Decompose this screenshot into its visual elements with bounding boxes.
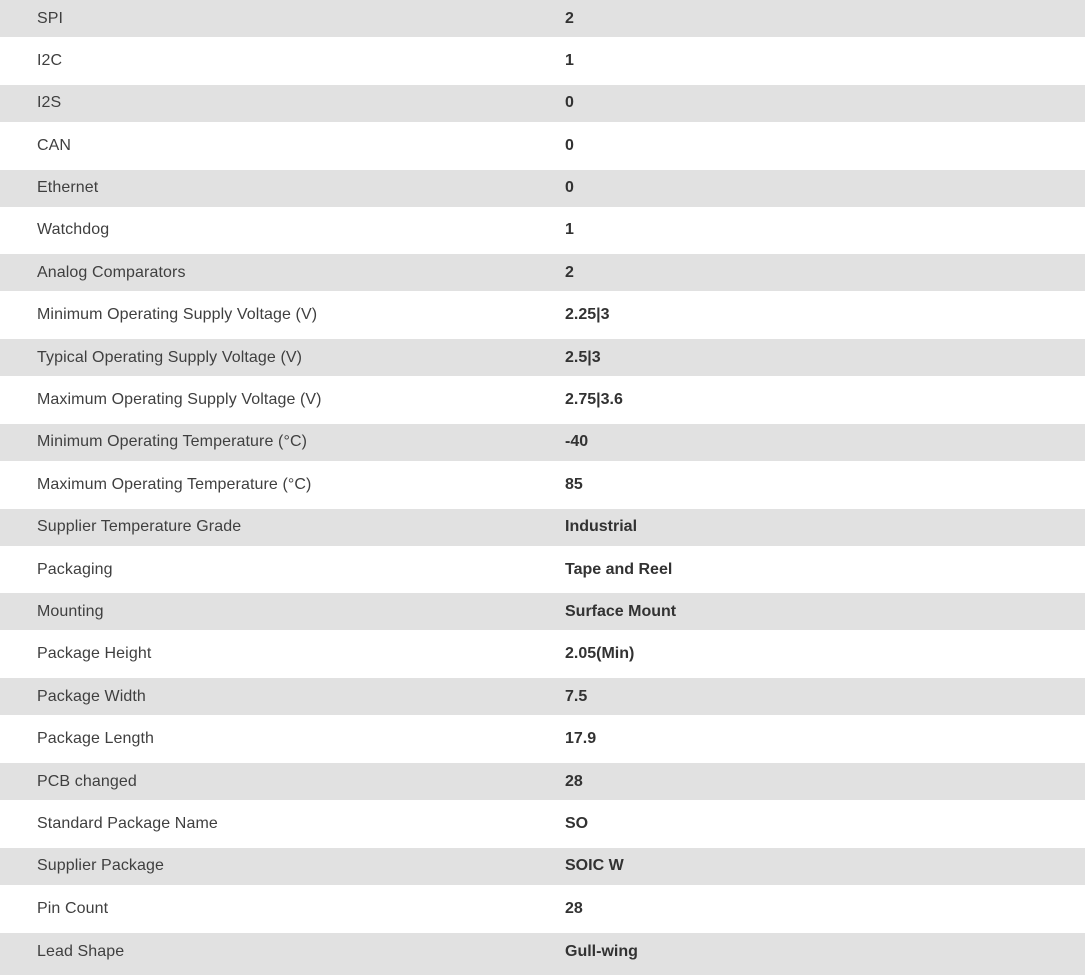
spec-attribute-value: 0	[565, 136, 574, 154]
spec-row	[0, 678, 1085, 715]
spec-attribute-value: 28	[565, 899, 583, 917]
spec-attribute-label: Maximum Operating Supply Voltage (V)	[37, 391, 322, 409]
spec-row	[0, 424, 1085, 461]
spec-attribute-value: SO	[565, 814, 589, 832]
spec-attribute-value: 17.9	[565, 730, 597, 748]
spec-attribute-value: 2.75|3.6	[565, 391, 623, 409]
spec-attribute-value: Industrial	[565, 518, 638, 536]
spec-attribute-value: 0	[565, 179, 574, 197]
spec-attribute-value: 2.05(Min)	[565, 645, 635, 663]
spec-row	[0, 170, 1085, 207]
spec-row	[0, 551, 1085, 588]
spec-attribute-value: 0	[565, 94, 574, 112]
spec-attribute-label: I2C	[37, 51, 63, 69]
spec-row	[0, 85, 1085, 122]
spec-attribute-label: Watchdog	[37, 221, 110, 239]
spec-row	[0, 42, 1085, 79]
spec-attribute-label: Package Width	[37, 687, 146, 705]
spec-row	[0, 721, 1085, 758]
spec-row	[0, 890, 1085, 927]
spec-attribute-value: Surface Mount	[565, 602, 677, 620]
spec-attribute-label: Supplier Temperature Grade	[37, 518, 242, 536]
spec-attribute-label: Package Length	[37, 730, 155, 748]
spec-attribute-label: PCB changed	[37, 772, 137, 790]
spec-attribute-label: Supplier Package	[37, 857, 165, 875]
spec-row	[0, 636, 1085, 673]
spec-attribute-value: 2.25|3	[565, 306, 610, 324]
spec-row	[0, 254, 1085, 291]
spec-attribute-label: Minimum Operating Supply Voltage (V)	[37, 306, 318, 324]
spec-attribute-value: 1	[565, 221, 574, 239]
spec-attribute-value: 2	[565, 9, 574, 27]
spec-attribute-value: SOIC W	[565, 857, 624, 875]
spec-attribute-label: Standard Package Name	[37, 814, 218, 832]
spec-attribute-label: SPI	[37, 9, 64, 27]
spec-attribute-label: Packaging	[37, 560, 113, 578]
spec-attribute-label: Lead Shape	[37, 942, 125, 960]
spec-attribute-label: Package Height	[37, 645, 152, 663]
spec-attribute-label: Ethernet	[37, 179, 99, 197]
spec-row	[0, 805, 1085, 842]
spec-attribute-label: I2S	[37, 94, 62, 112]
spec-attribute-label: Typical Operating Supply Voltage (V)	[37, 348, 303, 366]
spec-row	[0, 297, 1085, 334]
spec-attribute-label: CAN	[37, 136, 72, 154]
spec-row	[0, 212, 1085, 249]
spec-attribute-value: 85	[565, 475, 583, 493]
spec-attribute-value: 2	[565, 263, 574, 281]
spec-row	[0, 339, 1085, 376]
spec-attribute-value: Gull-wing	[565, 942, 638, 960]
spec-attribute-label: Mounting	[37, 602, 104, 620]
spec-attribute-value: 1	[565, 51, 574, 69]
spec-attribute-label: Maximum Operating Temperature (°C)	[37, 475, 312, 493]
spec-attribute-value: Tape and Reel	[565, 560, 673, 578]
spec-row	[0, 848, 1085, 885]
spec-attribute-value: 2.5|3	[565, 348, 601, 366]
spec-row	[0, 763, 1085, 800]
spec-row	[0, 382, 1085, 419]
spec-row	[0, 933, 1085, 975]
spec-attribute-label: Analog Comparators	[37, 263, 186, 281]
spec-attribute-label: Pin Count	[37, 899, 109, 917]
spec-attribute-value: 28	[565, 772, 583, 790]
spec-attribute-value: -40	[565, 433, 589, 451]
spec-row	[0, 127, 1085, 164]
spec-row	[0, 466, 1085, 503]
spec-attribute-value: 7.5	[565, 687, 588, 705]
spec-row	[0, 0, 1085, 37]
spec-row	[0, 593, 1085, 630]
spec-attribute-label: Minimum Operating Temperature (°C)	[37, 433, 308, 451]
spec-row	[0, 509, 1085, 546]
